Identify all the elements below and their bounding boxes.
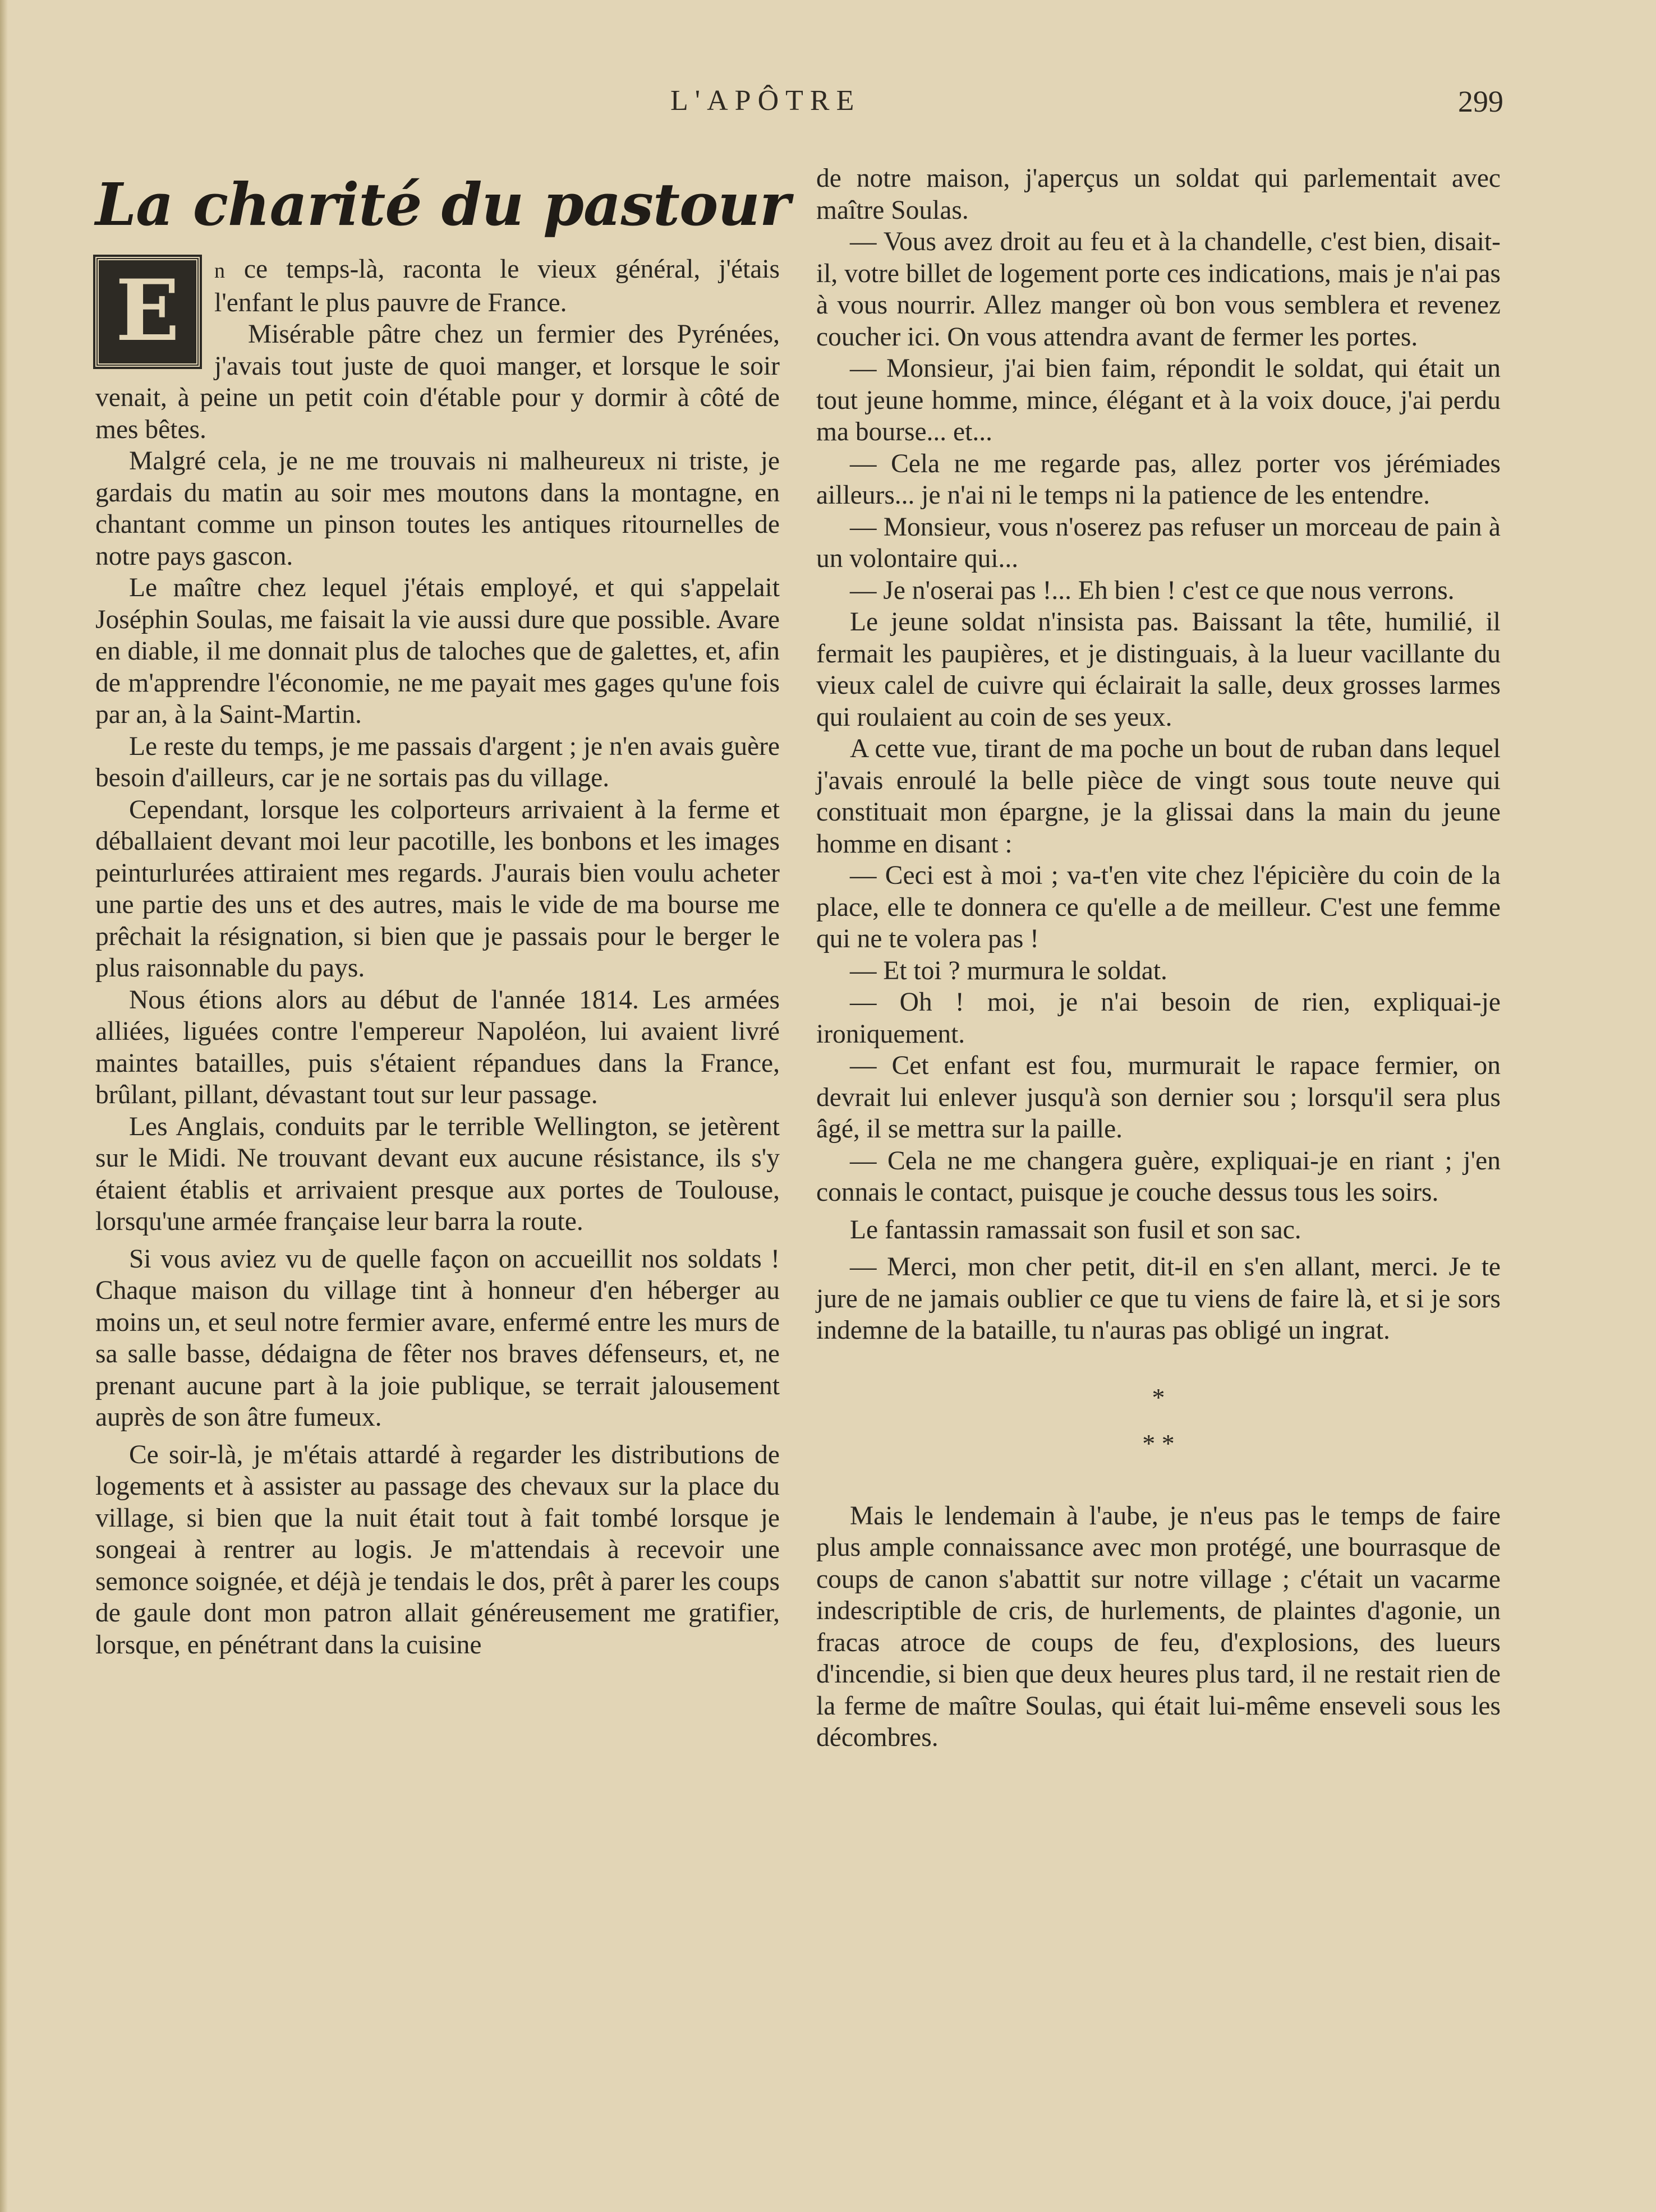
paragraph: Les Anglais, conduits par le terrible Wellington, se jetèrent sur le Midi. Ne trouvant devant eux aucune résistance, ils s'y étaient établis et arrivaient presque aux portes de Toulouse, lorsqu'une armée française leur barra la route. — [95, 1112, 780, 1236]
paragraph: Ce soir-là, je m'étais attardé à regarder les distributions de logements et à assister au passage des chevaux sur la place du village, si bien que la nuit était tout à fait tombé lorsque je songeai à rentrer au logis. Je m'attendais à recevoir une semonce soignée, et déjà je tendais le dos, prêt à parer les coups de gaule dont mon patron allait généreusement me gratifier, lorsque, en pénétrant dans la cuisine — [95, 1440, 780, 1660]
paragraph: — Merci, mon cher petit, dit-il en s'en allant, merci. Je te jure de ne jamais oublier ce que tu viens de faire là, et si je sors indemne de la bataille, tu n'auras pas obligé un ingrat. — [816, 1252, 1501, 1345]
paragraph: — Ceci est à moi ; va-t'en vite chez l'épicière du coin de la place, elle te donnera ce qu'elle a de meilleur. C'est une femme qui ne te volera pas ! — [816, 861, 1501, 953]
paragraph: — Cela ne me regarde pas, allez porter vos jérémiades ailleurs... je n'ai ni le temps ni la patience de les entendre. — [816, 449, 1501, 510]
paragraph: — Je n'oserai pas !... Eh bien ! c'est ce que nous verrons. — [850, 575, 1455, 605]
paragraph: Le jeune soldat n'insista pas. Baissant la tête, humilié, il fermait les paupières, et je distinguais, à la lueur vacillante du vieux calel de cuivre qui éclairait la salle, deux grosses larmes qui roulaient au coin de ses yeux. — [816, 607, 1501, 732]
page-number: 299 — [1458, 85, 1503, 118]
paragraph: Mais le lendemain à l'aube, je n'eus pas le temps de faire plus ample connaissance avec mon protégé, une bourrasque de coups de canon s'abattit sur notre village ; c'était un vacarme indescriptible de cris, de hurlements, de plaintes d'agonie, un fracas atroce de coups de feu, d'explosions, des lueurs d'incendie, si bien que deux heures plus tard, il ne restait rien de la ferme de maître Soulas, qui était lui-même enseveli sous les décombres. — [816, 1501, 1501, 1752]
paragraph: — Cela ne me changera guère, expliquai-je en riant ; j'en connais le contact, puisque je couche dessus tous les soirs. — [816, 1146, 1501, 1207]
paragraph: Misérable pâtre chez un fermier des Pyrénées, j'avais tout juste de quoi manger, et lorsque le soir venait, à peine un petit coin d'étable pour y dormir à côté de mes bêtes. — [95, 320, 780, 444]
asterism-bottom: * * — [1142, 1428, 1175, 1458]
paragraph: Cependant, lorsque les colporteurs arrivaient à la ferme et déballaient devant moi leur pacotille, les bonbons et les images peinturlurées attiraient mes regards. J'aurais bien voulu acheter une partie des uns et des autres, mais le vide de ma bourse me prêchait la résignation, si bien que je passais pour le berger le plus raisonnable du pays. — [95, 795, 780, 983]
paragraph: Le fantassin ramassait son fusil et son sac. — [850, 1215, 1301, 1245]
paragraph: Malgré cela, je ne me trouvais ni malheureux ni triste, je gardais du matin au soir mes moutons dans la montagne, en chantant comme un pinson toutes les antiques ritournelles de notre pays gascon. — [95, 446, 780, 571]
first-word-rest: n — [214, 259, 226, 283]
paragraph: Si vous aviez vu de quelle façon on accueillit nos soldats ! Chaque maison du village tint à honneur d'en héberger au moins un, et seul notre fermier avare, enfermé entre les murs de sa salle basse, dédaigna de fêter nos braves défenseurs, et, ne prenant aucune part à la joie publique, se terrait jalousement auprès de son âtre fumeux. — [95, 1244, 780, 1432]
article-title: La charité du pastour — [95, 170, 790, 239]
opening-paragraph — [95, 254, 780, 360]
paragraph: — Cet enfant est fou, murmurait le rapace fermier, on devrait lui enlever jusqu'à son dernier sou ; lorsqu'il sera plus âgé, il se mettra sur la paille. — [816, 1051, 1501, 1144]
paragraph: — Monsieur, j'ai bien faim, répondit le soldat, qui était un tout jeune homme, mince, élégant et à la voix douce, j'ai perdu ma bourse... et... — [816, 354, 1501, 446]
paragraph-text: ce temps-là, raconta le vieux général, j'étais l'enfant le plus pauvre de France. — [214, 255, 780, 317]
paragraph: Le reste du temps, je me passais d'argent ; je n'en avais guère besoin d'ailleurs, car je ne sortais pas du village. — [95, 731, 780, 792]
page-edge — [0, 0, 8, 2212]
drop-cap: E — [95, 257, 200, 367]
paragraph: Le maître chez lequel j'étais employé, et qui s'appelait Joséphin Soulas, me faisait la vie aussi dure que possible. Avare en diable, il me donnait plus de taloches que de galettes, et, afin de m'apprendre l'économie, ne me payait mes gages qu'une fois par an, à la Saint-Martin. — [95, 573, 780, 729]
right-column — [816, 163, 1501, 1754]
left-column — [95, 168, 790, 1661]
paragraph: — Oh ! moi, je n'ai besoin de rien, expliquai-je ironiquement. — [816, 988, 1501, 1049]
paragraph: A cette vue, tirant de ma poche un bout de ruban dans lequel j'avais enroulé la belle pièce de vingt sous toute neuve qui constituait mon épargne, je la glissai dans la main du jeune homme en disant : — [816, 734, 1501, 859]
section-break — [816, 1375, 1501, 1467]
paragraph: Nous étions alors au début de l'année 1814. Les armées alliées, liguées contre l'empereur Napoléon, lui avaient livré maintes batailles, puis s'étaient répandues dans la France, brûlant, pillant, dévastant tout sur leur passage. — [95, 985, 780, 1109]
paragraph: — Vous avez droit au feu et à la chandelle, c'est bien, disait-il, votre billet de logement porte ces indications, mais je n'ai pas à vous nourrir. Allez manger où bon vous semblera et revenez coucher ici. On vous attendra avant de fermer les portes. — [816, 227, 1501, 352]
paragraph: — Et toi ? murmura le soldat. — [850, 956, 1167, 985]
running-title: L'APÔTRE — [670, 85, 861, 117]
paragraph: — Monsieur, vous n'oserez pas refuser un morceau de pain à un volontaire qui... — [816, 512, 1501, 573]
asterism-top: * — [1152, 1382, 1165, 1412]
paragraph: de notre maison, j'aperçus un soldat qui parlementait avec maître Soulas. — [816, 164, 1501, 225]
